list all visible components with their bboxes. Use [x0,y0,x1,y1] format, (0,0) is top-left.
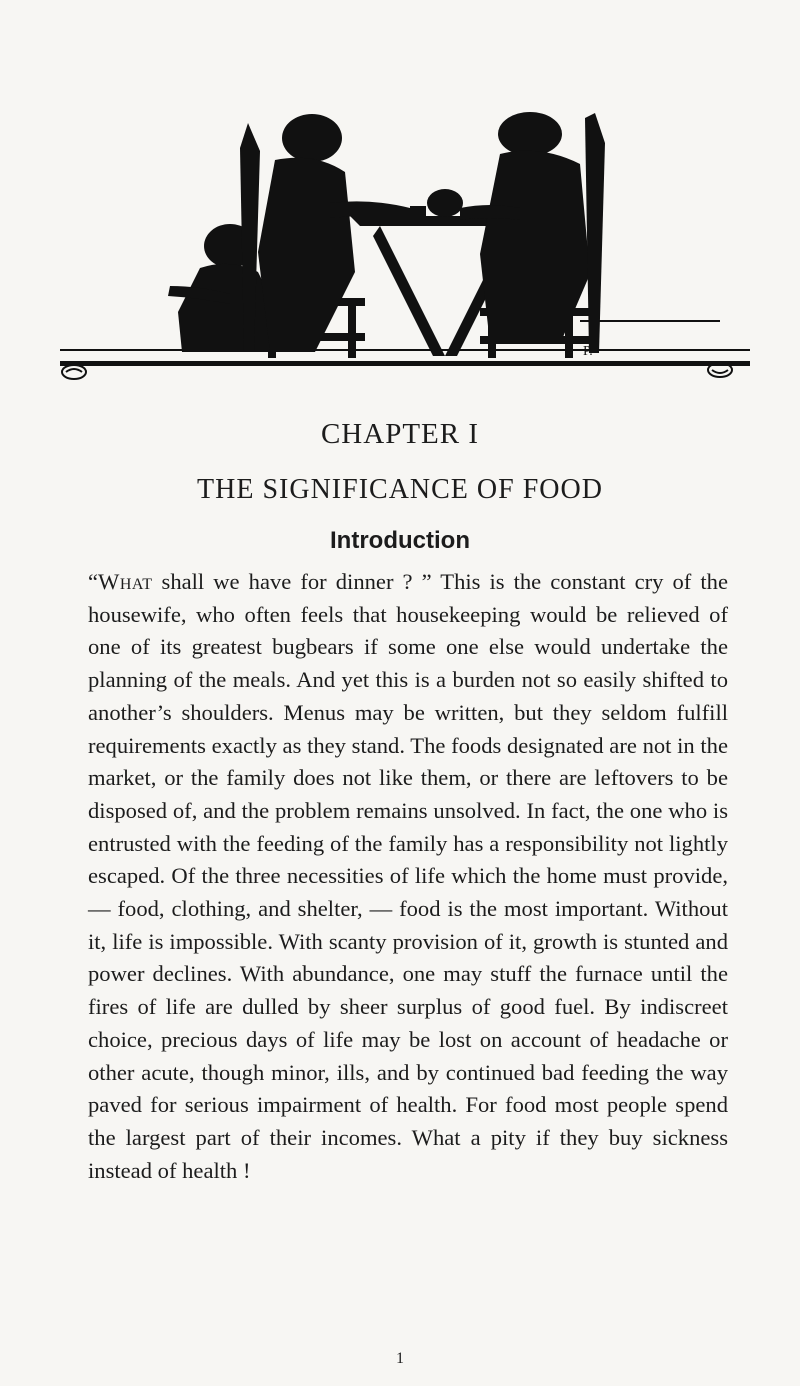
chapter-label: CHAPTER I [320,418,480,450]
chapter-title: THE SIGNIFICANCE OF FOOD [197,474,603,505]
body-paragraph [88,566,728,1187]
paragraph-text: shall we have for dinner ? ” This is the constant cry of the housewife, who often feels that housekeeping would be relieved of one of its greatest bugbears if some one else would undertake the planning of the meals. And yet this is a burden not so easily shifted to another’s shoulders. Menus may be written, but they seldom fulfill requirements exactly as they stand. The foods designated are not in the market, or the family does not like them, or there are leftovers to be disposed of, and the problem remains unsolved. In fact, the one who is entrusted with the feeding of the family has a responsibility not lightly escaped. Of the three necessities of life which the home must provide, — food, clothing, and shelter, — food is the most important. Without it, life is impossible. With scanty provision of it, growth is stunted and power declines. With abundance, one may stuff the furnace until the fires of life are dulled by sheer surplus of good fuel. By indiscreet choice, precious days of life may be lost on account of headache or other acute, though minor, ills, and by continued bad feeding the way paved for serious impairment of health. For food most people spend the largest part of their incomes. What a pity if they buy sickness instead of health ! [88,569,728,1183]
lead-word: What [98,569,153,594]
page-number: 1 [396,1350,404,1367]
artist-signature: P. [583,344,593,359]
seated-lady-left-silhouette [258,114,410,352]
silhouette-headpiece-illustration [60,108,750,398]
left-scroll-ornament [62,365,86,379]
opening-quote: “ [88,569,99,594]
section-heading: Introduction [330,527,470,554]
